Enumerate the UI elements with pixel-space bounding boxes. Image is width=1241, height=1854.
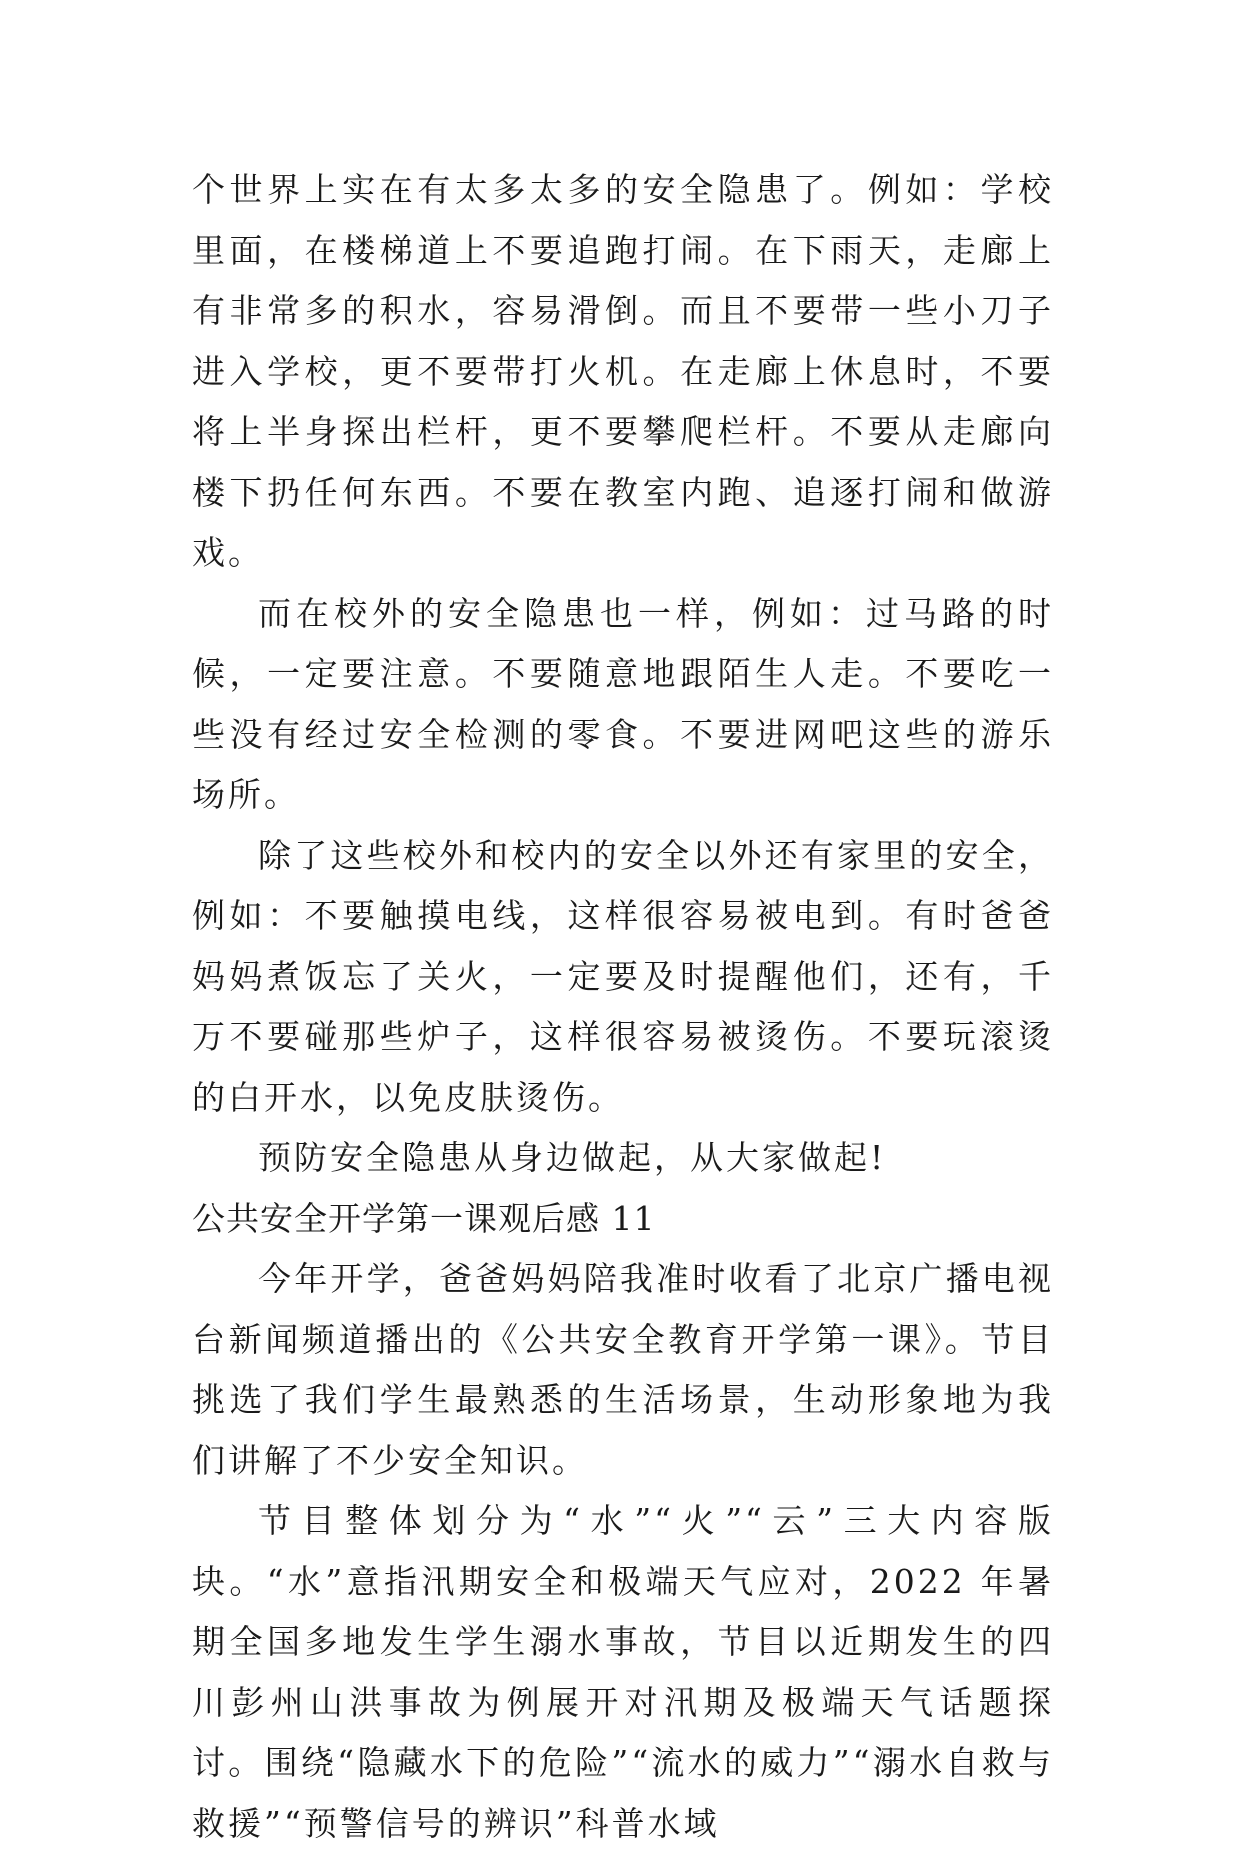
document-body — [192, 160, 1054, 1854]
section-heading: 公共安全开学第一课观后感 11 — [192, 1198, 656, 1238]
paragraph-program-sections: 节目整体划分为“水”“火”“云”三大内容版块。“水”意指汛期安全和极端天气应对，2022 年暑期全国多地发生学生溺水事故，节目以近期发生的四川彭州山洪事故为例展开对汛期及极端天气话题探讨。围绕“隐藏水下的危险”“流水的威力”“溺水自救与救援”“预警信号的辨识”科普水域 — [192, 1501, 1054, 1843]
paragraph-program-intro: 今年开学，爸爸妈妈陪我准时收看了北京广播电视台新闻频道播出的《公共安全教育开学第一课》。节目挑选了我们学生最熟悉的生活场景，生动形象地为我们讲解了不少安全知识。 — [192, 1259, 1054, 1480]
paragraph-school-safety: 个世界上实在有太多太多的安全隐患了。例如：学校里面，在楼梯道上不要追跑打闹。在下雨天，走廊上有非常多的积水，容易滑倒。而且不要带一些小刀子进入学校，更不要带打火机。在走廊上休息时，不要将上半身探出栏杆，更不要攀爬栏杆。不要从走廊向楼下扔任何东西。不要在教室内跑、追逐打闹和做游戏。 — [192, 170, 1054, 572]
paragraph-outside-school-safety: 而在校外的安全隐患也一样，例如：过马路的时候，一定要注意。不要随意地跟陌生人走。不要吃一些没有经过安全检测的零食。不要进网吧这些的游乐场所。 — [192, 593, 1054, 814]
paragraph-conclusion: 预防安全隐患从身边做起，从大家做起! — [258, 1138, 887, 1177]
paragraph-home-safety: 除了这些校外和校内的安全以外还有家里的安全，例如：不要触摸电线，这样很容易被电到。有时爸爸妈妈煮饭忘了关火，一定要及时提醒他们，还有，千万不要碰那些炉子，这样很容易被烫伤。不要玩滚烫的白开水，以免皮肤烫伤。 — [192, 835, 1054, 1117]
